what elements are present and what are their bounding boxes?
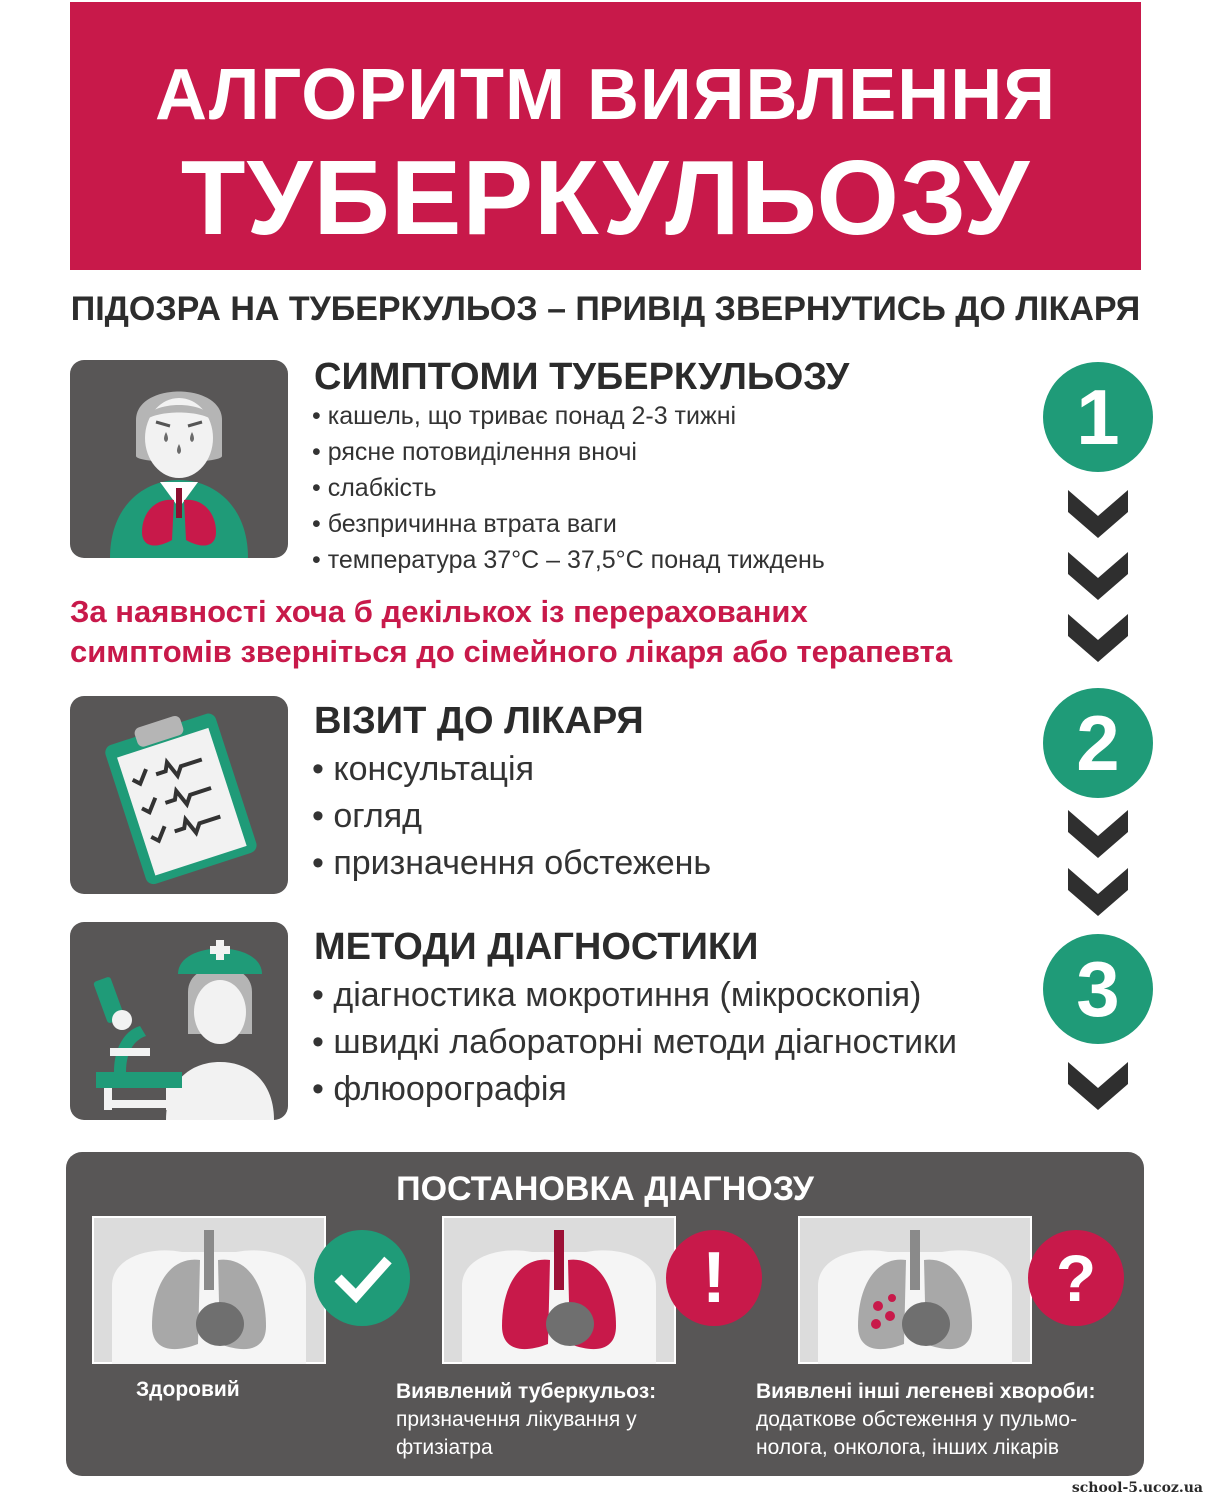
nurse-microscope-icon xyxy=(70,922,288,1120)
list-item: • швидкі лабораторні методи діагностики xyxy=(312,1019,957,1066)
step-1-title: СИМПТОМИ ТУБЕРКУЛЬОЗУ xyxy=(314,356,850,398)
list-item: • діагностика мокротиння (мікроскопія) xyxy=(312,972,957,1019)
step-2-title: ВІЗИТ ДО ЛІКАРЯ xyxy=(314,700,644,742)
caption-line: нолога, онколога, інших лікарів xyxy=(756,1436,1060,1459)
chevron-down-icon xyxy=(1064,806,1132,920)
list-item: • призначення обстежень xyxy=(312,840,711,887)
tuberculosis-lungs-xray-icon xyxy=(442,1216,676,1364)
caption-healthy xyxy=(136,1376,240,1404)
note-line-1: За наявності хоча б декількох із перерахованих xyxy=(70,594,808,629)
title-line-1: АЛГОРИТМ ВИЯВЛЕННЯ xyxy=(155,55,1056,135)
watermark: school-5.ucoz.ua xyxy=(1071,1480,1203,1496)
step-number-3: 3 xyxy=(1043,934,1153,1044)
symptom-note xyxy=(70,592,1070,672)
list-item: • температура 37°С – 37,5°С понад тиждень xyxy=(312,542,825,578)
note-line-2: симптомів зверніться до сімейного лікаря або терапевта xyxy=(70,634,953,669)
healthy-lungs-xray-icon xyxy=(92,1216,326,1364)
caption-title: Здоровий xyxy=(136,1378,240,1401)
step-2-list xyxy=(312,746,711,887)
step-1-list xyxy=(312,398,825,578)
exclamation-icon: ! xyxy=(666,1230,762,1326)
subtitle: ПІДОЗРА НА ТУБЕРКУЛЬОЗ – ПРИВІД ЗВЕРНУТИСЬ ДО ЛІКАРЯ xyxy=(70,290,1141,328)
caption-title: Виявлені інші легеневі хвороби: xyxy=(756,1380,1096,1403)
title-banner xyxy=(70,2,1141,270)
other-lung-disease-xray-icon xyxy=(798,1216,1032,1364)
caption-line: додаткове обстеження у пульмо- xyxy=(756,1408,1078,1431)
list-item: • рясне потовиділення вночі xyxy=(312,434,825,470)
step-3-list xyxy=(312,972,957,1113)
caption-line: призначення лікування у xyxy=(396,1408,637,1431)
question-icon: ? xyxy=(1028,1230,1124,1326)
caption-tuberculosis xyxy=(396,1378,656,1462)
list-item: • огляд xyxy=(312,793,711,840)
list-item: • безпричинна втрата ваги xyxy=(312,506,825,542)
list-item: • консультація xyxy=(312,746,711,793)
caption-title: Виявлений туберкульоз: xyxy=(396,1380,657,1403)
diagnosis-panel xyxy=(66,1152,1144,1476)
chevron-down-icon xyxy=(1064,486,1132,676)
check-icon xyxy=(314,1230,410,1326)
list-item: • слабкість xyxy=(312,470,825,506)
list-item: • кашель, що триває понад 2-3 тижні xyxy=(312,398,825,434)
clipboard-checklist-icon xyxy=(70,696,288,894)
step-3-title: МЕТОДИ ДІАГНОСТИКИ xyxy=(314,926,759,968)
chevron-down-icon xyxy=(1064,1058,1132,1114)
diagnosis-title: ПОСТАНОВКА ДІАГНОЗУ xyxy=(396,1170,814,1208)
caption-line: фтизіатра xyxy=(396,1436,493,1459)
step-number-2: 2 xyxy=(1043,688,1153,798)
title-line-2: ТУБЕРКУЛЬОЗУ xyxy=(180,139,1031,257)
sick-person-lungs-icon xyxy=(70,360,288,558)
list-item: • флюорографія xyxy=(312,1066,957,1113)
step-number-1: 1 xyxy=(1043,362,1153,472)
caption-other-disease xyxy=(756,1378,1096,1462)
